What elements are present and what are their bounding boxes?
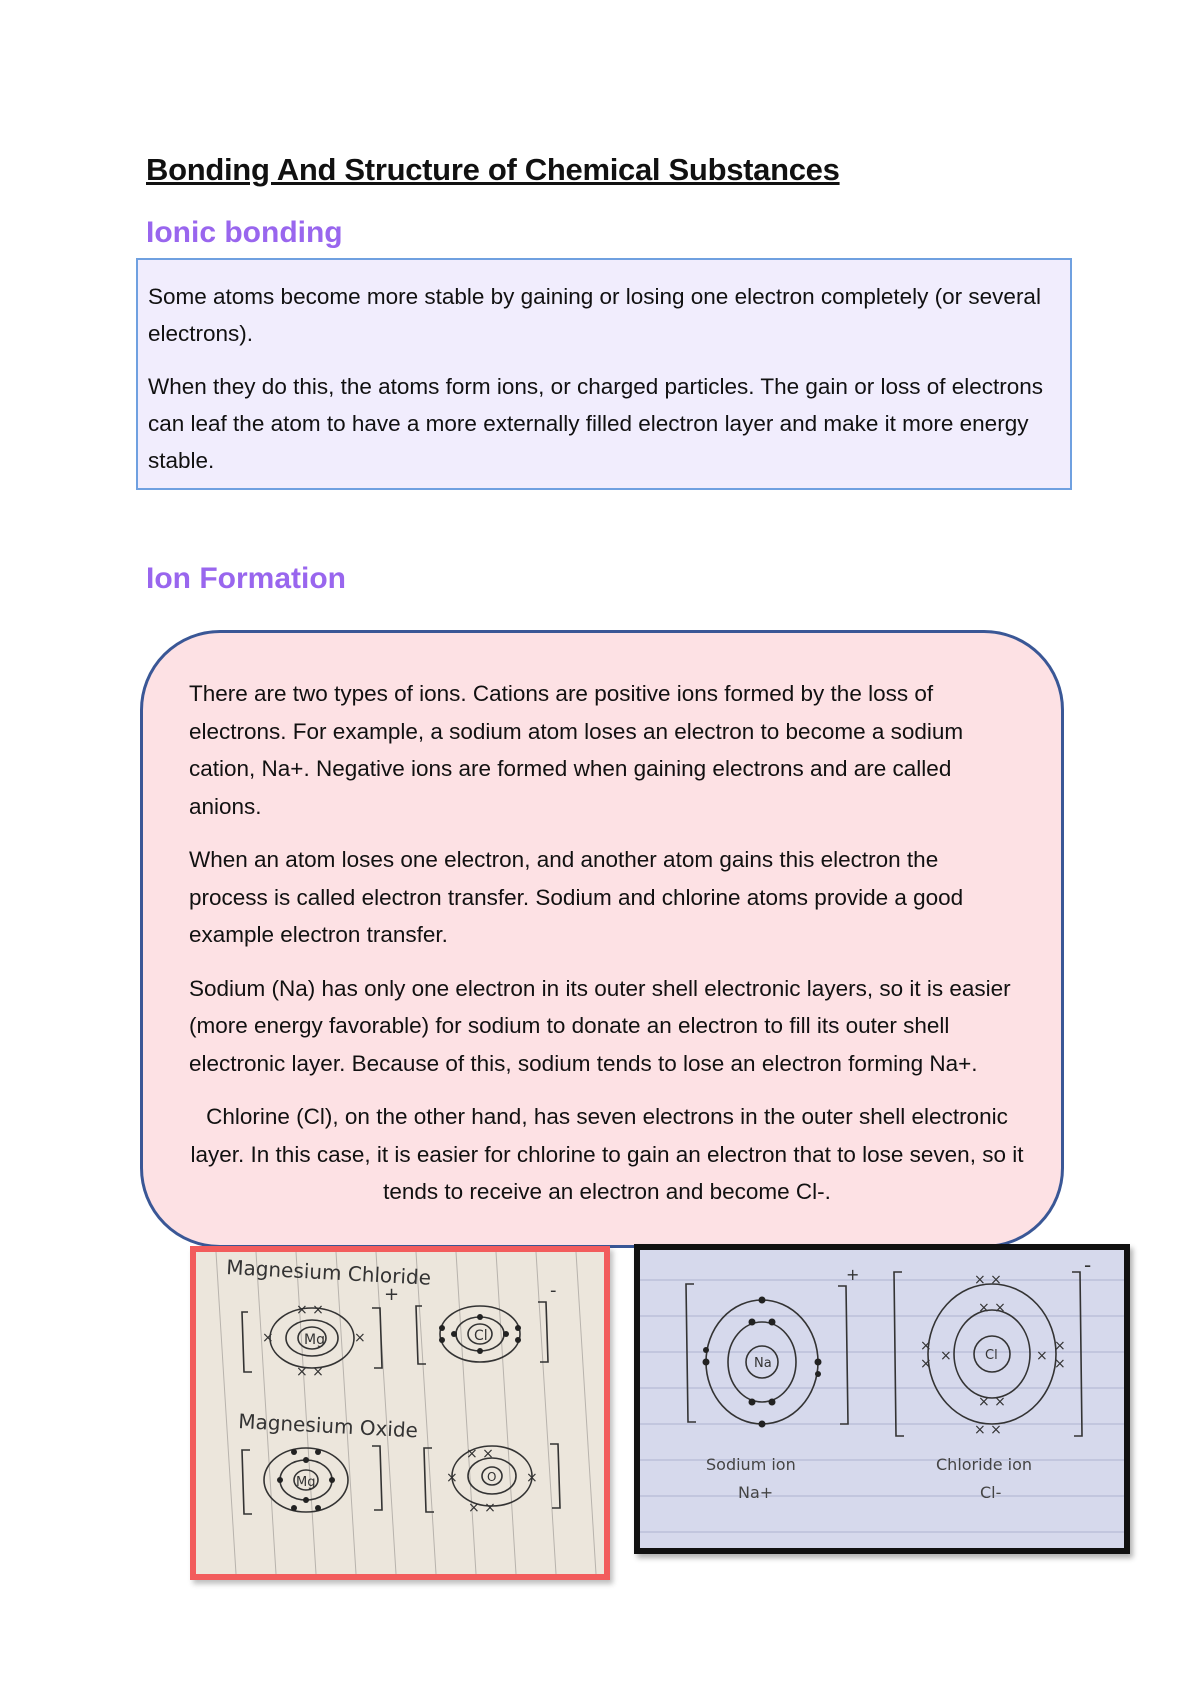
- atom-mg2-label: Mg: [296, 1475, 316, 1490]
- svg-text:×: ×: [446, 1470, 458, 1486]
- caption-sodium-ion: Sodium ion: [706, 1455, 796, 1474]
- svg-text:× ×: × ×: [978, 1394, 1006, 1410]
- label-magnesium-chloride: Magnesium Chloride: [225, 1255, 432, 1290]
- magnesium-compounds-photo: [190, 1246, 610, 1580]
- sodium-charge-plus: +: [846, 1265, 860, 1284]
- label-magnesium-oxide: Magnesium Oxide: [237, 1409, 419, 1443]
- charge-minus: -: [550, 1280, 557, 1301]
- svg-text:×: ×: [262, 1330, 274, 1346]
- svg-text:×: ×: [354, 1330, 366, 1346]
- formation-paragraph-3: Sodium (Na) has only one electron in its outer shell electronic layers, so it is easier (more energy favorable) for sodium to donate an electron to fill its outer shell electronic layer. Because of this, sodium tends to lose an electron forming Na+.: [189, 975, 1011, 1076]
- ionic-bonding-heading: Ionic bonding: [146, 216, 343, 249]
- atom-o-label: O: [487, 1470, 497, 1484]
- formation-paragraph-2: When an atom loses one electron, and another atom gains this electron the process is called electron transfer. Sodium and chlorine atoms provide a good example electron transfer.: [189, 847, 964, 947]
- charge-plus: +: [384, 1284, 400, 1305]
- formula-sodium-ion: Na+: [738, 1483, 774, 1502]
- ionic-paragraph-2: When they do this, the atoms form ions, or charged particles. The gain or loss of electrons can leaf the atom to have a more externally filled electron layer and make it more energy stable.: [148, 374, 1044, 473]
- atom-cl-label-2: Cl: [985, 1348, 998, 1363]
- svg-text:×: ×: [1036, 1348, 1048, 1364]
- svg-text:×: ×: [1054, 1356, 1066, 1372]
- magnesium-diagram-drawing: [196, 1252, 604, 1574]
- ionic-paragraph-1: Some atoms become more stable by gaining or losing one electron completely (or several electrons).: [148, 284, 1041, 346]
- svg-text:× ×: × ×: [466, 1446, 494, 1462]
- ion-formation-heading: Ion Formation: [146, 562, 346, 595]
- sodium-chloride-ions-photo: [634, 1244, 1130, 1554]
- chloride-charge-minus: -: [1084, 1253, 1092, 1277]
- sodium-chloride-diagram-drawing: [640, 1250, 1124, 1548]
- svg-text:× ×: × ×: [296, 1364, 324, 1380]
- svg-text:×: ×: [940, 1348, 952, 1364]
- svg-text:× ×: × ×: [974, 1422, 1002, 1438]
- svg-text:×: ×: [1054, 1338, 1066, 1354]
- formation-paragraph-1: There are two types of ions. Cations are positive ions formed by the loss of electrons. For example, a sodium atom loses an electron to become a sodium cation, Na+. Negative ions are formed when gaining electrons and are called anions.: [189, 681, 964, 819]
- formation-paragraph-4: Chlorine (Cl), on the other hand, has seven electrons in the outer shell electronic layer. In this case, it is easier for chlorine to gain an electron that to lose seven, so it tends to receive an electron and become Cl-.: [190, 1104, 1024, 1204]
- svg-text:×: ×: [526, 1470, 538, 1486]
- ionic-bonding-box: [136, 258, 1072, 490]
- svg-text:× ×: × ×: [978, 1300, 1006, 1316]
- svg-text:× ×: × ×: [468, 1500, 496, 1516]
- svg-text:× ×: × ×: [296, 1302, 324, 1318]
- atom-cl-label: Cl: [474, 1328, 488, 1344]
- ion-formation-box: [140, 630, 1064, 1248]
- formula-chloride-ion: Cl-: [980, 1483, 1002, 1502]
- svg-text:×: ×: [920, 1356, 932, 1372]
- caption-chloride-ion: Chloride ion: [936, 1455, 1033, 1474]
- atom-na-label: Na: [754, 1356, 772, 1371]
- svg-text:×: ×: [920, 1338, 932, 1354]
- document-title: Bonding And Structure of Chemical Substances: [146, 152, 840, 187]
- atom-mg-label: Mg: [304, 1332, 325, 1348]
- svg-text:× ×: × ×: [974, 1272, 1002, 1288]
